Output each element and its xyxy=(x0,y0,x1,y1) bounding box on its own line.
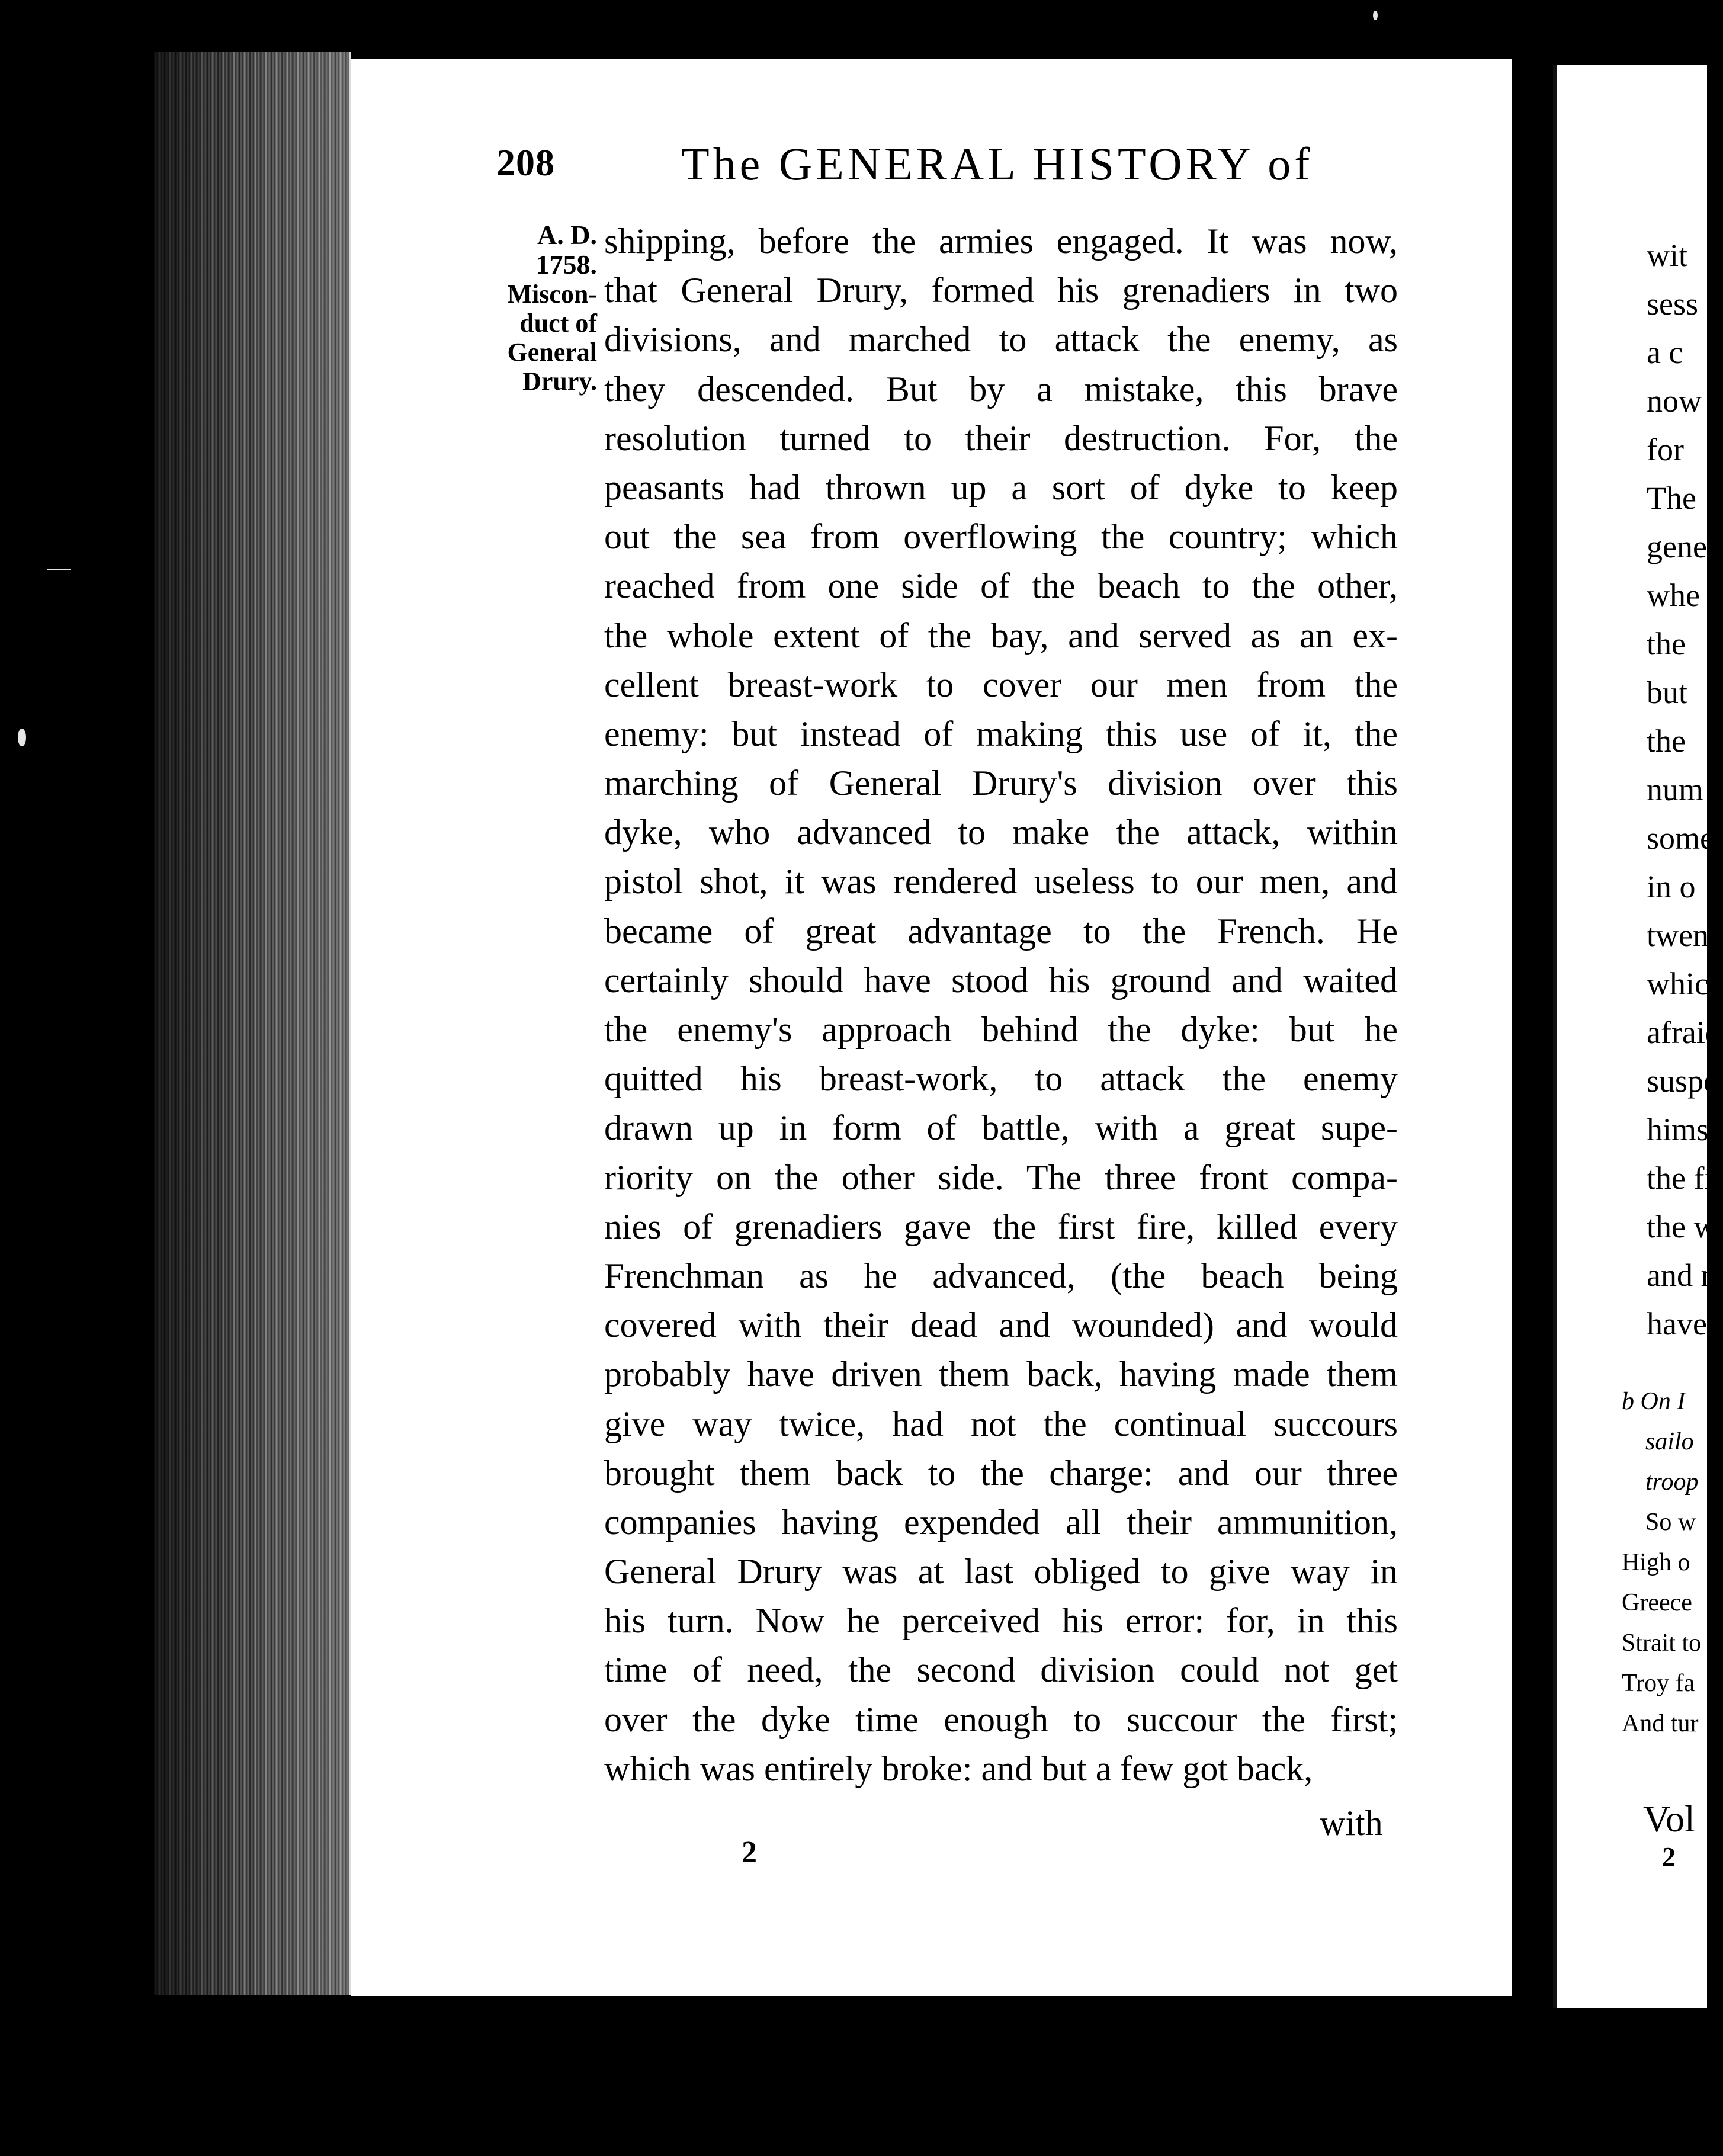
text-line: enemy: but instead of making this use of it, the xyxy=(604,714,1398,753)
book-page-edges xyxy=(154,52,351,1995)
text-line: cellent breast-work to cover our men from the xyxy=(604,665,1398,704)
facing-note-line: Strait to xyxy=(1622,1629,1702,1657)
margin-note-line: duct of xyxy=(519,309,597,338)
dust-speck xyxy=(1373,11,1378,20)
text-line: that General Drury, formed his grenadiers in two xyxy=(604,271,1398,310)
margin-year-line: A. D. xyxy=(537,220,597,250)
text-line: resolution turned to their destruction. For, the xyxy=(604,418,1398,458)
text-line: quitted his breast-work, to attack the enemy xyxy=(604,1059,1398,1099)
facing-volume-label: Vol xyxy=(1643,1798,1695,1840)
facing-note-line: sailo xyxy=(1645,1428,1694,1455)
margin-year-line: 1758. xyxy=(535,249,597,280)
facing-text-line: but xyxy=(1647,675,1688,710)
text-line: became of great advantage to the French. He xyxy=(604,911,1398,951)
dust-speck xyxy=(47,569,71,570)
text-line: shipping, before the armies engaged. It was now, xyxy=(604,222,1398,261)
facing-text-line: some xyxy=(1647,820,1714,856)
facing-notes xyxy=(1622,1381,1701,1744)
text-line: the whole extent of the bay, and served as an ex- xyxy=(604,615,1398,655)
page-header xyxy=(496,138,1385,200)
margin-note-line: General xyxy=(507,338,597,367)
text-line: over the dyke time enough to succour the first; xyxy=(604,1699,1398,1739)
facing-text-line: gene xyxy=(1647,529,1707,564)
facing-text-line: num xyxy=(1647,772,1704,807)
facing-text-line: now xyxy=(1647,383,1702,419)
text-line: time of need, the second division could not get xyxy=(604,1650,1398,1690)
text-line: companies having expended all their ammunition, xyxy=(604,1502,1398,1542)
text-line: marching of General Drury's division over this xyxy=(604,763,1398,803)
text-line: probably have driven them back, having made them xyxy=(604,1355,1398,1394)
facing-text-line: whic xyxy=(1647,966,1709,1002)
signature-mark: 2 xyxy=(742,1836,757,1869)
facing-text-line: twen xyxy=(1647,917,1709,953)
text-line: the enemy's approach behind the dyke: but he xyxy=(604,1010,1398,1049)
book-gutter xyxy=(1512,47,1553,2026)
text-line: they descended. But by a mistake, this brave xyxy=(604,369,1398,409)
text-line: Frenchman as he advanced, (the beach being xyxy=(604,1256,1398,1295)
text-line: General Drury was at last obliged to give way in xyxy=(604,1552,1398,1592)
text-line: pistol shot, it was rendered useless to our men, and xyxy=(604,862,1398,901)
facing-note-line: b On I xyxy=(1622,1388,1686,1415)
text-line: certainly should have stood his ground and waited xyxy=(604,960,1398,1000)
facing-text-line: afraid xyxy=(1647,1015,1721,1050)
facing-text-line: whe xyxy=(1647,578,1700,613)
text-line: out the sea from overflowing the country; which xyxy=(604,517,1398,557)
facing-text-column xyxy=(1647,231,1723,1348)
text-line: give way twice, had not the continual succours xyxy=(604,1404,1398,1443)
facing-text-line: the fi xyxy=(1647,1160,1714,1196)
body-text xyxy=(604,217,1398,1794)
facing-text-line: in o xyxy=(1647,869,1696,904)
facing-text-line: wit xyxy=(1647,238,1688,273)
margin-note-line: Miscon- xyxy=(507,280,597,309)
text-line: drawn up in form of battle, with a great supe- xyxy=(604,1108,1398,1148)
facing-text-line: and n xyxy=(1647,1257,1717,1293)
catchword: with xyxy=(1320,1804,1383,1843)
margin-note xyxy=(461,220,597,396)
facing-note-line: troop xyxy=(1645,1468,1699,1496)
facing-text-line: have xyxy=(1647,1306,1707,1342)
facing-signature: 2 xyxy=(1662,1841,1676,1872)
text-line: which was entirely broke: and but a few got back, xyxy=(604,1748,1313,1788)
facing-text-line: The xyxy=(1647,480,1696,516)
facing-text-line: sess xyxy=(1647,286,1699,322)
text-line: divisions, and marched to attack the enemy, as xyxy=(604,320,1398,360)
facing-text-line: suspe xyxy=(1647,1063,1718,1099)
text-line: reached from one side of the beach to the other, xyxy=(604,566,1398,606)
page-number: 208 xyxy=(496,142,555,184)
margin-note-line: Drury. xyxy=(522,367,597,396)
text-line: his turn. Now he perceived his error: for, in this xyxy=(604,1601,1398,1641)
text-line: peasants had thrown up a sort of dyke to keep xyxy=(604,467,1398,507)
text-line: covered with their dead and wounded) and would xyxy=(604,1305,1398,1345)
facing-note-line: High o xyxy=(1622,1549,1690,1576)
facing-text-line: a c xyxy=(1647,335,1683,370)
facing-page-text xyxy=(1557,65,1723,2008)
running-title: The GENERAL HISTORY of xyxy=(681,138,1314,190)
facing-text-line: for xyxy=(1647,432,1684,467)
facing-note-line: Troy fa xyxy=(1622,1670,1695,1697)
dust-speck xyxy=(18,729,26,746)
facing-note-line: And tur xyxy=(1622,1710,1699,1737)
facing-note-line: Greece xyxy=(1622,1589,1692,1616)
facing-text-line: the xyxy=(1647,626,1686,662)
facing-text-line: the xyxy=(1647,723,1686,759)
text-line: dyke, who advanced to make the attack, within xyxy=(604,813,1398,852)
margin-year xyxy=(461,220,597,280)
text-line: riority on the other side. The three front compa- xyxy=(604,1157,1398,1197)
text-line: brought them back to the charge: and our three xyxy=(604,1453,1398,1493)
facing-text-line: the w xyxy=(1647,1209,1717,1244)
facing-note-line: So w xyxy=(1645,1509,1696,1536)
facing-text-line: himse xyxy=(1647,1112,1723,1147)
text-line: nies of grenadiers gave the first fire, killed every xyxy=(604,1207,1398,1246)
